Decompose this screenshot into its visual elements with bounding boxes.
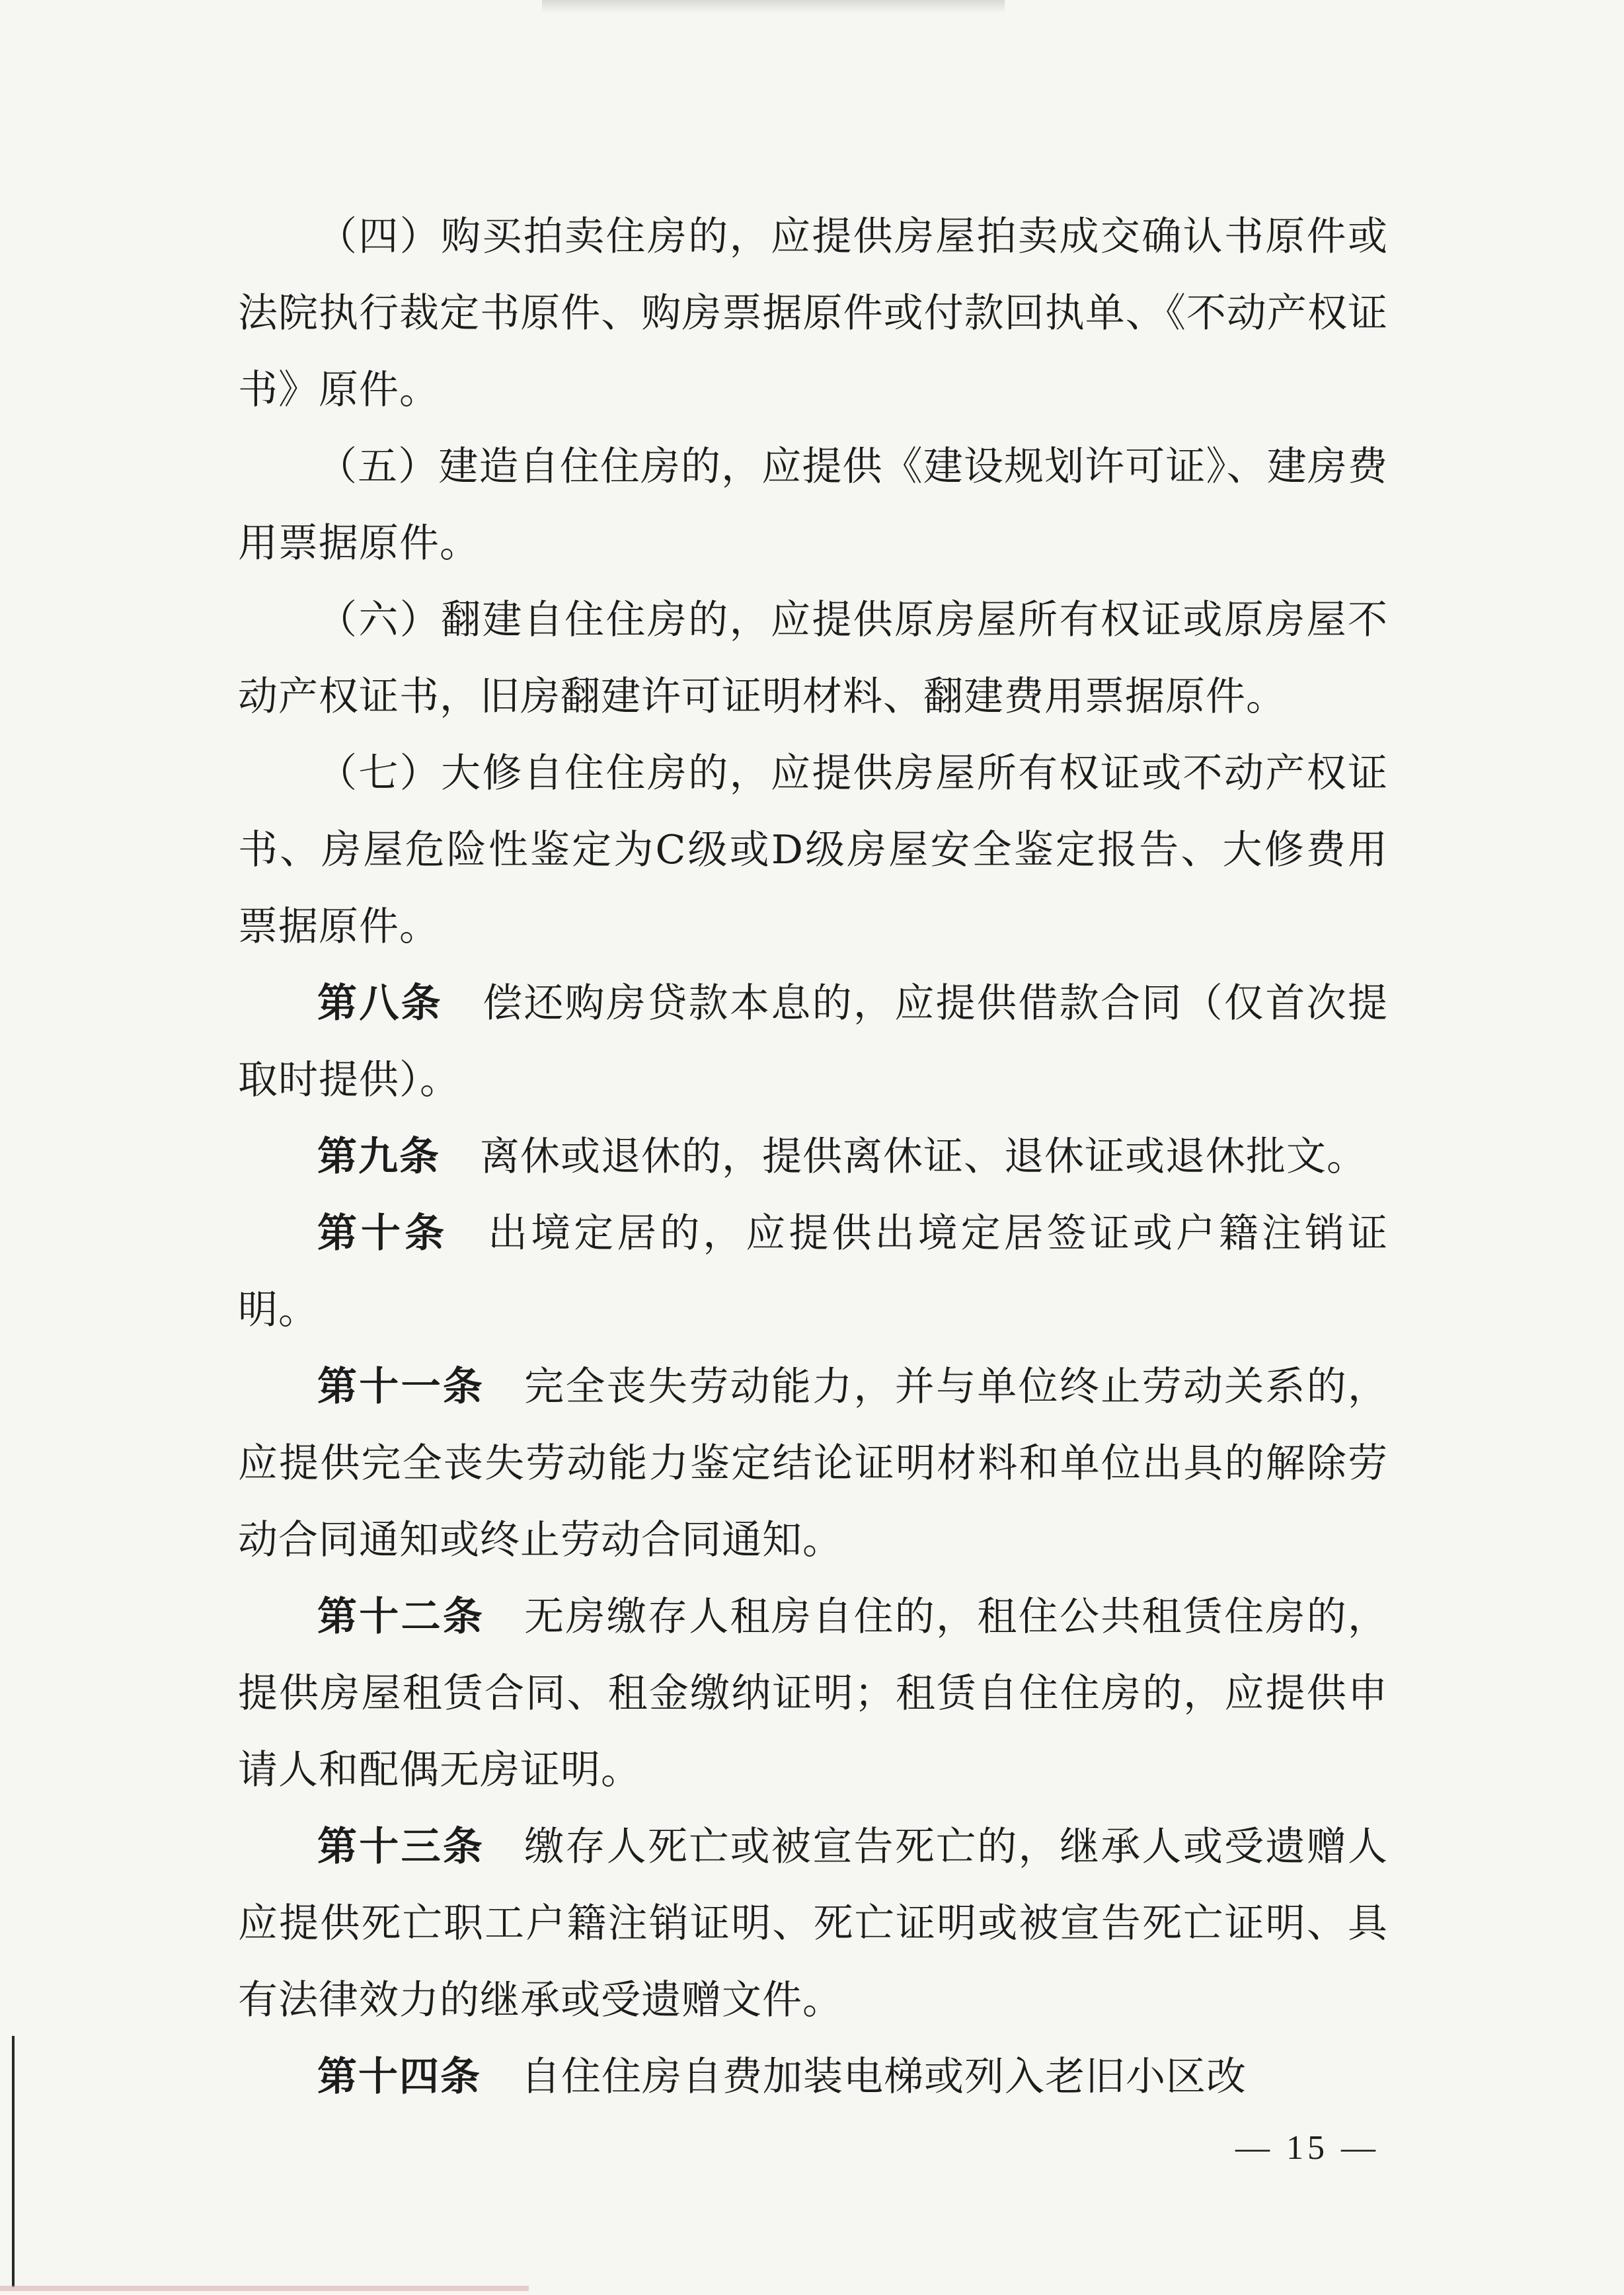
article-heading: 第十三条 [317, 1824, 485, 1870]
article-heading: 第九条 [317, 1134, 440, 1180]
article-text: 出境定居的，应提供出境定居签证或户籍注销证明。 [238, 1210, 1389, 1333]
paragraph-item-5 [238, 428, 1388, 582]
page-number: — 15 — [1235, 2129, 1379, 2167]
article-heading: 第十二条 [317, 1594, 485, 1640]
article-13 [238, 1809, 1388, 2039]
paragraph-text: （四）购买拍卖住房的，应提供房屋拍卖成交确认书原件或法院执行裁定书原件、购房票据原件或付款回执单、《不动产权证书》原件。 [238, 214, 1388, 413]
scan-edge-stain [0, 2286, 529, 2291]
paragraph-item-7 [238, 735, 1388, 965]
scan-mark [542, 0, 1005, 13]
article-heading: 第十条 [317, 1210, 449, 1257]
article-11 [238, 1348, 1388, 1578]
paragraph-text: （五）建造自住住房的，应提供《建设规划许可证》、建房费用票据原件。 [238, 444, 1388, 566]
article-text: 无房缴存人租房自住的，租住公共租赁住房的，提供房屋租赁合同、租金缴纳证明；租赁自住住房的，应提供申请人和配偶无房证明。 [238, 1594, 1389, 1793]
article-heading: 第八条 [317, 980, 443, 1027]
paragraph-item-4 [238, 198, 1388, 428]
article-9 [238, 1118, 1388, 1195]
article-text: 偿还购房贷款本息的，应提供借款合同（仅首次提取时提供）。 [238, 980, 1388, 1103]
article-text: 自住住房自费加装电梯或列入老旧小区改 [521, 2054, 1247, 2100]
paragraph-text: （六）翻建自住住房的，应提供原房屋所有权证或原房屋不动产权证书，旧房翻建许可证明材料、翻建费用票据原件。 [238, 597, 1388, 720]
article-14 [238, 2039, 1388, 2115]
article-heading: 第十一条 [317, 1364, 485, 1410]
document-body [238, 198, 1388, 2115]
article-heading: 第十四条 [317, 2054, 481, 2100]
article-text: 离休或退休的，提供离休证、退休证或退休批文。 [480, 1134, 1367, 1180]
paragraph-text: （七）大修自住住房的，应提供房屋所有权证或不动产权证书、房屋危险性鉴定为C级或D级房屋安全鉴定报告、大修费用票据原件。 [238, 750, 1388, 950]
article-text: 完全丧失劳动能力，并与单位终止劳动关系的，应提供完全丧失劳动能力鉴定结论证明材料和单位出具的解除劳动合同通知或终止劳动合同通知。 [238, 1364, 1389, 1563]
paragraph-item-6 [238, 582, 1388, 735]
article-text: 缴存人死亡或被宣告死亡的，继承人或受遗赠人应提供死亡职工户籍注销证明、死亡证明或被宣告死亡证明、具有法律效力的继承或受遗赠文件。 [238, 1824, 1389, 2023]
article-8 [238, 965, 1388, 1118]
scan-edge-line [12, 2036, 15, 2287]
article-10 [238, 1195, 1388, 1348]
article-12 [238, 1578, 1388, 1809]
